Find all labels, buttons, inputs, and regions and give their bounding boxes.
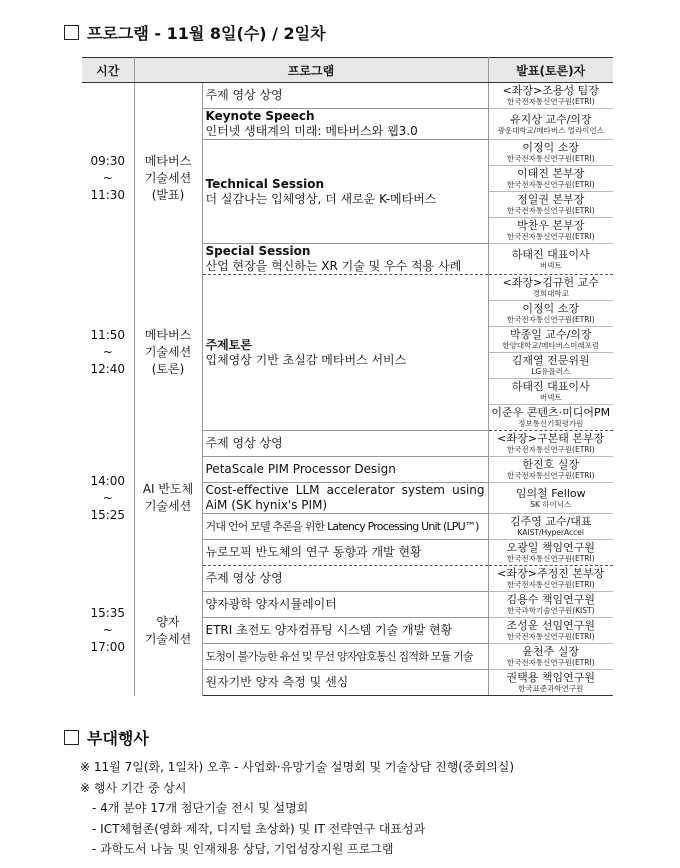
speaker [488,353,613,379]
header-time: 시간 [82,58,134,83]
speaker-name: 유지상 교수/의장 [509,112,592,126]
session-name [134,566,202,696]
program-item [202,244,488,275]
session-name [134,431,202,566]
speaker-name: 하태진 대표이사 [511,380,590,393]
time-line: 12:40 [90,362,126,376]
program-table [82,57,613,696]
program-item-title: Special Session [205,244,311,258]
program-item-title: Keynote Speech [205,109,315,123]
session-time [82,566,134,696]
speaker-org: 한국전자통신연구원(ETRI) [506,445,595,454]
speaker-name: 한진호 실장 [522,458,580,471]
program-item [202,457,488,483]
speaker [488,218,613,244]
side-event-item [80,798,514,819]
table-row [82,275,613,301]
speaker-org: 한양대학교/메타버스미래포럼 [502,341,600,350]
time-line: ~ [102,490,113,505]
speaker-org: 한국과학기술연구원(KIST) [506,606,595,615]
speaker [488,301,613,327]
speaker [488,540,613,566]
speaker-name: 이태진 본부장 [517,167,585,180]
program-item-title: Technical Session [205,176,325,191]
checkbox-square-icon [64,25,79,40]
speaker [488,192,613,218]
speaker [488,644,613,670]
speaker-name: <좌장>주정진 본부장 [497,567,605,580]
side-event-marker: - [92,801,97,815]
session-line: 기술세션 [144,171,192,186]
speaker [488,457,613,483]
header-speaker: 발표(토론)자 [488,58,613,83]
program-item-text: 도청이 불가능한 유선 및 무선 양자암호통신 집적화 모듈 기술 [205,650,473,663]
session-line: 기술세션 [144,631,192,646]
speaker-org: 한국전자통신연구원(ETRI) [506,180,595,189]
side-event-item [80,839,514,860]
speaker-org: 한국전자통신연구원(ETRI) [506,206,595,215]
speaker [488,379,613,405]
side-event-marker: - [92,821,97,836]
speaker [488,275,613,301]
program-section-title: 프로그램 - 11월 8일(수) / 2일차 [64,21,326,44]
program-item [202,514,488,540]
program-item-text: 원자기반 양자 측정 및 센싱 [205,675,349,689]
side-event-text: 4개 분야 17개 첨단기술 전시 및 설명회 [100,801,309,815]
program-item [202,670,488,696]
program-item-text: ETRI 초전도 양자컴퓨팅 시스템 기술 개발 현황 [205,623,453,637]
speaker-name: 김용수 책임연구원 [506,593,595,606]
checkbox-square-icon [64,730,79,745]
program-item-text: 주제 영상 상영 [205,88,283,102]
speaker [488,244,613,275]
program-item-text: PetaScale PIM Processor Design [205,462,396,476]
program-item [202,592,488,618]
speaker-name: 김주영 교수/대표 [509,515,592,528]
program-item-text: 주제 영상 상영 [205,436,283,450]
side-event-item [80,819,514,840]
time-line: 11:50 [90,328,126,342]
session-time [82,275,134,431]
program-item [202,566,488,592]
program-item [202,483,488,514]
speaker-name: 조성운 선임연구원 [506,619,595,632]
program-item-text: 거대 언어 모델 추론을 위한 Latency Processing Unit (LPU™) [205,520,479,533]
speaker [488,670,613,696]
side-events-list [80,757,514,860]
time-line: ~ [102,623,113,637]
speaker-org: LG유플러스 [531,367,571,376]
side-event-marker: ※ [80,780,91,795]
speaker-org: 한국전자통신연구원(ETRI) [506,658,595,667]
speaker-org: 한국표준과학연구원 [518,684,584,693]
header-program: 프로그램 [134,58,488,83]
speaker-name: <좌장>김규헌 교수 [502,276,599,289]
program-item-text: 더 실감나는 입체영상, 더 새로운 K-메타버스 [205,191,437,206]
session-line: (토론) [151,362,185,376]
speaker-org: 경희대학교 [532,289,569,298]
side-event-text: 과학도서 나눔 및 인재채용 상담, 기업성장지원 프로그램 [100,842,394,856]
speaker-org: 광운대학교/메타버스 얼라이언스 [497,125,604,135]
time-line: 14:00 [90,473,126,488]
speaker-name: 윤천주 실장 [522,645,580,658]
speaker [488,566,613,592]
session-line: AI 반도체 [142,482,194,496]
time-line: 17:00 [90,640,126,654]
time-line: 15:25 [90,507,126,522]
speaker [488,140,613,166]
speaker-org: 한국전자통신연구원(ETRI) [506,471,595,480]
side-events-title: 부대행사 [64,726,149,749]
session-line: (발표) [151,188,185,203]
session-name [134,275,202,431]
side-event-text: 11월 7일(화, 1일차) 오후 - 사업화·유망기술 설명회 및 기술상담 진행(중회의실) [93,760,515,774]
program-item-text: 뉴로모픽 반도체의 연구 동향과 개발 현황 [205,545,422,559]
speaker-name: 정일권 본부장 [517,193,585,206]
time-line: 15:35 [90,606,126,620]
speaker-name: <좌장>구본태 본부장 [497,432,605,445]
speaker [488,166,613,192]
program-item [202,431,488,457]
program-item [202,618,488,644]
speaker [488,109,613,140]
session-time [82,83,134,275]
table-header-row [82,58,613,83]
session-line: 메타버스 [144,154,192,169]
table-row [82,431,613,457]
speaker-org: 버넥트 [539,393,562,402]
speaker-org: 한국전자통신연구원(ETRI) [506,232,595,241]
speaker-name: 오광일 책임연구원 [506,541,595,554]
program-item-text: 산업 현장을 혁신하는 XR 기술 및 우수 적용 사례 [205,259,462,273]
speaker-org: 한국전자통신연구원(ETRI) [506,632,595,641]
speaker [488,327,613,353]
program-item-text: 인터넷 생태계의 미래: 메타버스와 웹3.0 [205,124,418,138]
speaker-name: 임의철 Fellow [515,486,586,500]
speaker [488,83,613,109]
program-item-title: 주제토론 [205,337,252,352]
speaker-org: 한국전자통신연구원(ETRI) [506,315,595,324]
session-line: 메타버스 [144,328,192,342]
session-name [134,83,202,275]
speaker-org: 한국전자통신연구원(ETRI) [506,580,595,589]
session-line: 기술세션 [144,499,192,513]
speaker [488,483,613,514]
session-time [82,431,134,566]
program-item-text: 주제 영상 상영 [205,571,283,585]
speaker-org: 정보통신기획평가원 [518,419,584,428]
program-item [202,644,488,670]
time-line: 11:30 [90,188,126,203]
side-event-item [80,778,514,799]
speaker-name: 김재열 전문위원 [511,354,590,367]
side-event-item [80,757,514,778]
speaker-org: 한국전자통신연구원(ETRI) [506,554,595,563]
program-item-text: 입체영상 기반 초실감 메타버스 서비스 [205,352,407,367]
speaker-org: 버넥트 [539,260,562,270]
speaker-name: 이정익 소장 [522,302,580,315]
speaker-org: 한국전자통신연구원(ETRI) [506,97,595,106]
side-event-text: 행사 기간 중 상시 [93,780,187,795]
speaker-name: 박찬우 본부장 [517,219,585,232]
program-item [202,140,488,244]
speaker-name: 권택용 책임연구원 [506,671,595,684]
speaker-org: KAIST/HyperAccel [517,528,584,537]
speaker-name: 박종일 교수/의장 [509,328,592,341]
side-event-text: ICT체험존(영화 제작, 디지털 초상화) 및 IT 전략연구 대표성과 [100,821,426,836]
time-line: ~ [102,345,113,359]
speaker-org: SK 하이닉스 [530,499,572,509]
speaker [488,592,613,618]
speaker-name: <좌장>조용성 팀장 [502,84,599,97]
time-line: 09:30 [90,154,126,169]
side-event-marker: ※ [80,760,91,774]
program-table-body [82,83,613,696]
program-item-text: 양자광학 양자시뮬레이터 [205,597,337,611]
speaker-org: 한국전자통신연구원(ETRI) [506,154,595,163]
speaker-name: 이정익 소장 [522,141,580,154]
speaker [488,431,613,457]
program-item [202,540,488,566]
speaker [488,405,613,431]
program-item [202,275,488,431]
time-line: ~ [102,171,113,186]
speaker [488,514,613,540]
side-event-marker: - [92,842,97,856]
program-item [202,83,488,109]
speaker-name: 이준우 콘텐츠·미디어PM [491,406,611,419]
speaker-name: 하태진 대표이사 [511,247,590,261]
table-row [82,83,613,109]
session-line: 양자 [156,614,180,629]
session-line: 기술세션 [144,345,192,359]
table-row [82,566,613,592]
program-item [202,109,488,140]
program-item-text: Cost-effective LLM accelerator system using AiM (SK hynix's PIM) [205,483,485,512]
speaker [488,618,613,644]
